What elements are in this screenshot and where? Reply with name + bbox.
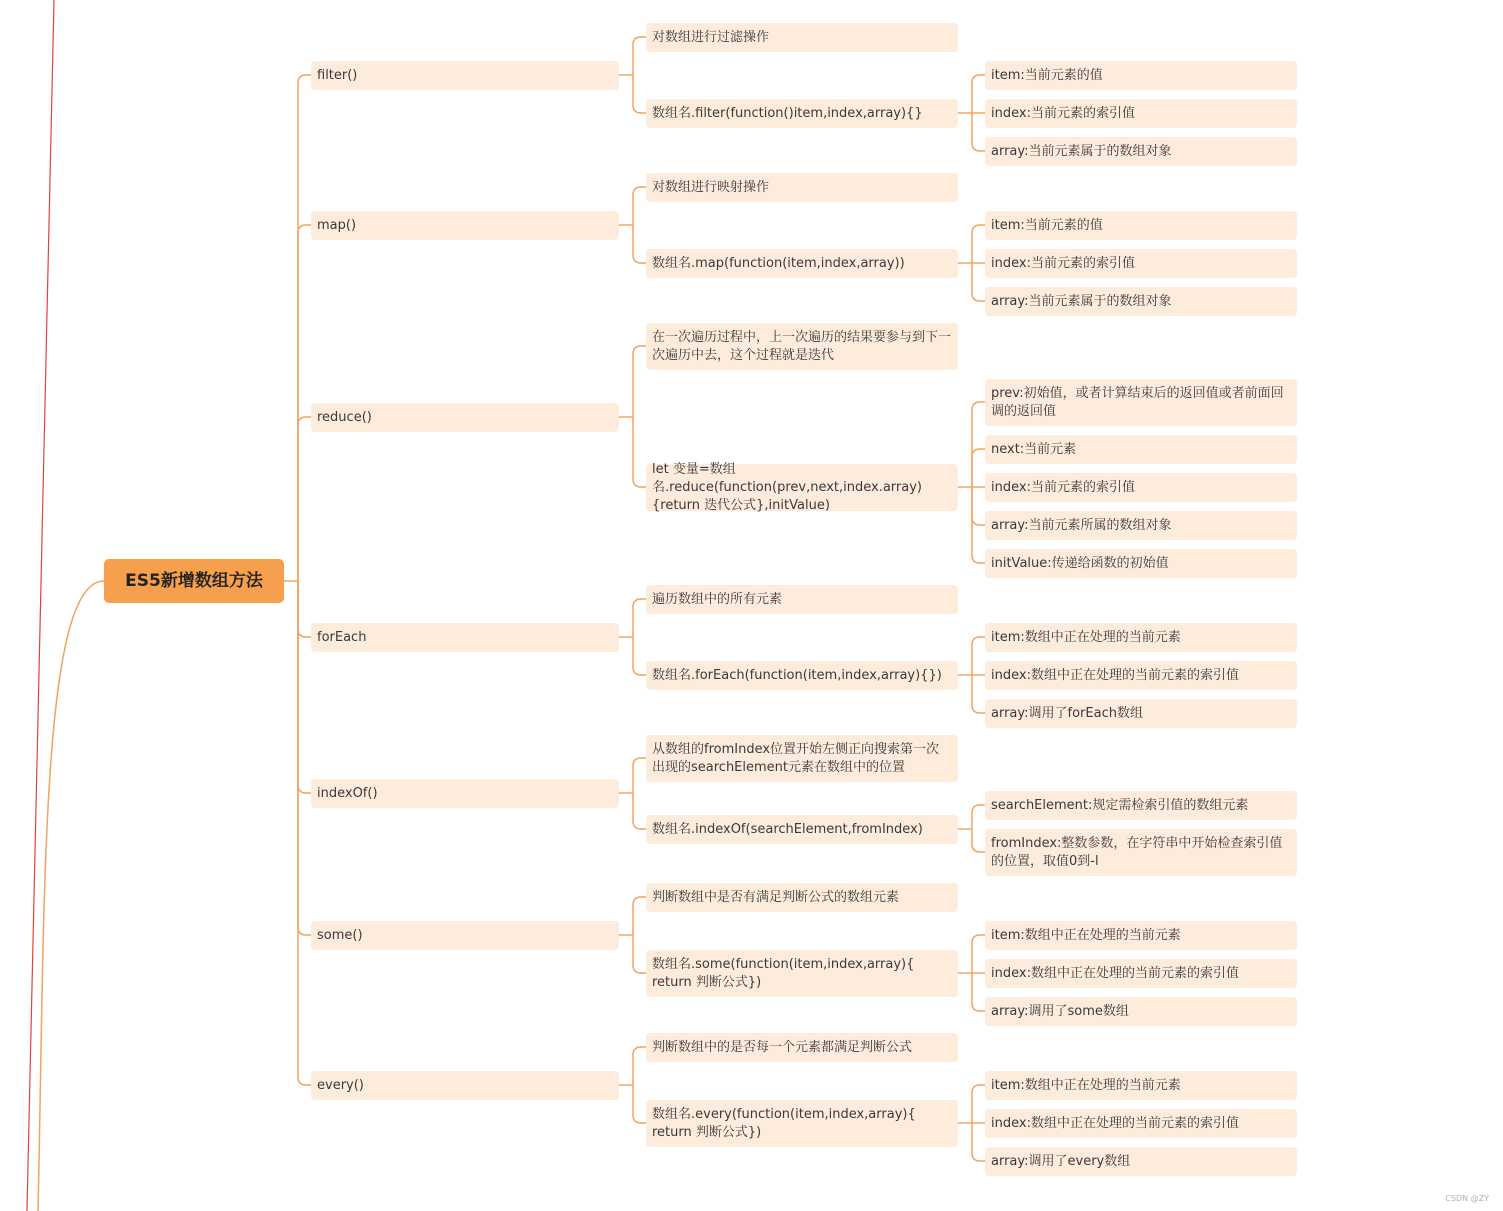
root-connector-branch-0 [298,75,311,581]
param-connector-1-branch-0 [972,225,985,263]
param-connector-5-branch-0 [972,935,985,973]
param-connector-6-branch-2 [972,1123,985,1161]
param-connector-2-branch-0 [972,402,985,487]
desc-node-every[interactable]: 判断数组中的是否每一个元素都满足判断公式 [646,1033,958,1062]
method-connector-6-branch-0 [633,1047,646,1085]
method-connector-2-branch-0 [633,346,646,417]
syntax-node-some[interactable]: 数组名.some(function(item,index,array){ return 判断公式}) [646,950,958,997]
param-node-foreach-item[interactable]: item:数组中正在处理的当前元素 [985,623,1297,652]
watermark: CSDN @ZY [1445,1194,1489,1203]
param-node-filter-item[interactable]: item:当前元素的值 [985,61,1297,90]
param-node-map-item[interactable]: item:当前元素的值 [985,211,1297,240]
method-connector-4-branch-0 [633,758,646,793]
root-node[interactable]: ES5新增数组方法 [104,559,284,603]
param-node-reduce-index[interactable]: index:当前元素的索引值 [985,473,1297,502]
param-node-reduce-prev[interactable]: prev:初始值，或者计算结束后的返回值或者前面回调的返回值 [985,379,1297,426]
param-connector-0-branch-2 [972,113,985,151]
method-connector-6-branch-1 [633,1085,646,1123]
method-connector-1-branch-1 [633,225,646,263]
method-node-every[interactable]: every() [311,1071,619,1100]
syntax-node-map[interactable]: 数组名.map(function(item,index,array)) [646,249,958,278]
desc-node-filter[interactable]: 对数组进行过滤操作 [646,23,958,52]
param-node-every-item[interactable]: item:数组中正在处理的当前元素 [985,1071,1297,1100]
root-connector-branch-1 [298,225,311,581]
root-connector-branch-3 [298,581,311,637]
syntax-node-indexof[interactable]: 数组名.indexOf(searchElement,fromIndex) [646,815,958,844]
root-incoming-connector [38,581,104,1211]
root-connector-branch-2 [298,417,311,581]
left-edge-line [27,0,54,1211]
method-node-indexof[interactable]: indexOf() [311,779,619,808]
param-node-reduce-initvalue[interactable]: initValue:传递给函数的初始值 [985,549,1297,578]
param-node-indexof-fromindex[interactable]: fromIndex:整数参数，在字符串中开始检查索引值的位置，取值0到-l [985,829,1297,876]
method-connector-3-branch-0 [633,599,646,637]
method-connector-3-branch-1 [633,637,646,675]
method-node-map[interactable]: map() [311,211,619,240]
param-node-every-array[interactable]: array:调用了every数组 [985,1147,1297,1176]
param-connector-3-branch-2 [972,675,985,713]
param-node-map-array[interactable]: array:当前元素属于的数组对象 [985,287,1297,316]
param-connector-6-branch-0 [972,1085,985,1123]
syntax-node-filter[interactable]: 数组名.filter(function()item,index,array){} [646,99,958,128]
syntax-node-reduce[interactable]: let 变量=数组名.reduce(function(prev,next,index.array){return 迭代公式},initValue) [646,464,958,511]
desc-node-map[interactable]: 对数组进行映射操作 [646,173,958,202]
method-connector-1-branch-0 [633,187,646,225]
method-connector-4-branch-1 [633,793,646,829]
method-connector-0-branch-1 [633,75,646,113]
method-connector-0-branch-0 [633,37,646,75]
param-node-filter-array[interactable]: array:当前元素属于的数组对象 [985,137,1297,166]
method-connector-5-branch-0 [633,897,646,935]
param-connector-2-branch-3 [972,487,985,525]
param-node-map-index[interactable]: index:当前元素的索引值 [985,249,1297,278]
method-connector-2-branch-1 [633,417,646,487]
param-connector-2-branch-1 [972,449,985,487]
param-node-foreach-index[interactable]: index:数组中正在处理的当前元素的索引值 [985,661,1297,690]
param-node-some-index[interactable]: index:数组中正在处理的当前元素的索引值 [985,959,1297,988]
param-connector-4-branch-0 [972,805,985,829]
param-node-some-item[interactable]: item:数组中正在处理的当前元素 [985,921,1297,950]
desc-node-reduce[interactable]: 在一次遍历过程中，上一次遍历的结果要参与到下一次遍历中去，这个过程就是迭代 [646,323,958,370]
root-connector-branch-4 [298,581,311,793]
syntax-node-every[interactable]: 数组名.every(function(item,index,array){ return 判断公式}) [646,1100,958,1147]
param-node-reduce-next[interactable]: next:当前元素 [985,435,1297,464]
method-node-foreach[interactable]: forEach [311,623,619,652]
param-node-indexof-searchelement[interactable]: searchElement:规定需检索引值的数组元素 [985,791,1297,820]
param-connector-5-branch-2 [972,973,985,1011]
syntax-node-foreach[interactable]: 数组名.forEach(function(item,index,array){}) [646,661,958,690]
method-node-filter[interactable]: filter() [311,61,619,90]
param-node-some-array[interactable]: array:调用了some数组 [985,997,1297,1026]
root-connector-branch-6 [298,581,311,1085]
param-node-every-index[interactable]: index:数组中正在处理的当前元素的索引值 [985,1109,1297,1138]
param-node-filter-index[interactable]: index:当前元素的索引值 [985,99,1297,128]
desc-node-indexof[interactable]: 从数组的fromIndex位置开始左侧正向搜索第一次出现的searchElement元素在数组中的位置 [646,735,958,782]
method-connector-5-branch-1 [633,935,646,973]
desc-node-some[interactable]: 判断数组中是否有满足判断公式的数组元素 [646,883,958,912]
method-node-reduce[interactable]: reduce() [311,403,619,432]
param-node-reduce-array[interactable]: array:当前元素所属的数组对象 [985,511,1297,540]
param-connector-1-branch-2 [972,263,985,301]
desc-node-foreach[interactable]: 遍历数组中的所有元素 [646,585,958,614]
param-connector-0-branch-0 [972,75,985,113]
param-connector-3-branch-0 [972,637,985,675]
param-node-foreach-array[interactable]: array:调用了forEach数组 [985,699,1297,728]
method-node-some[interactable]: some() [311,921,619,950]
param-connector-4-branch-1 [972,829,985,852]
